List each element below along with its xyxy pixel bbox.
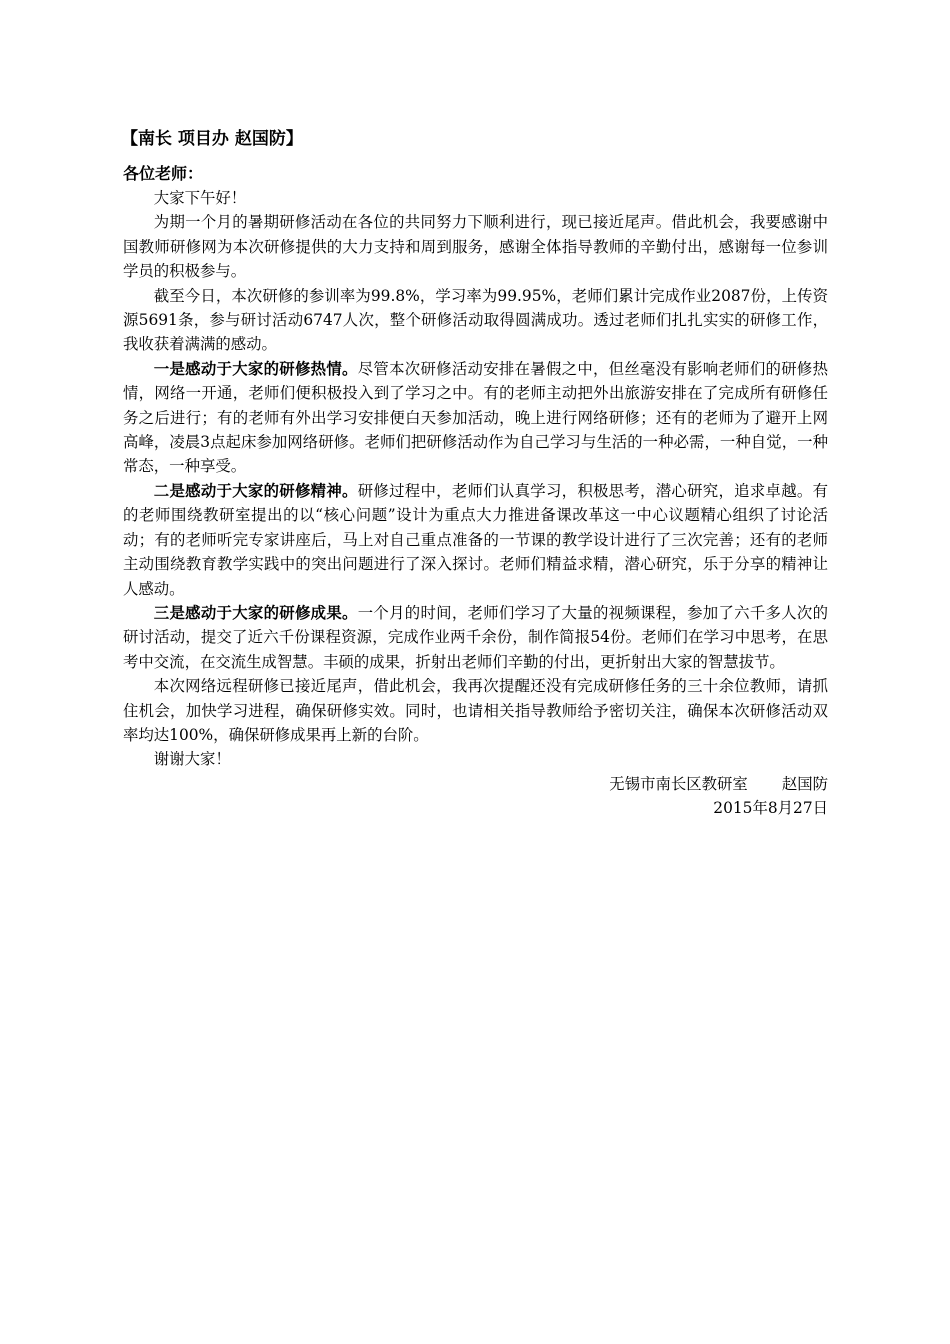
paragraph-spirit <box>123 479 828 601</box>
paragraph-lead: 三是感动于大家的研修成果。 <box>153 603 358 622</box>
closing: 谢谢大家！ <box>153 750 231 769</box>
paragraph-results <box>123 601 828 674</box>
letter-page <box>123 126 828 821</box>
paragraph-lead: 一是感动于大家的研修热情。 <box>153 359 358 378</box>
paragraph-thanks <box>123 210 828 283</box>
document-title: 【南长 项目办 赵国防】 <box>121 129 303 149</box>
paragraph-reminder <box>123 674 828 747</box>
paragraph-text: 尽管本次研修活动安排在暑假之中，但丝毫没有影响老师们的研修热情，网络一开通，老师们便积极投入到了学习之中。有的老师主动把外出旅游安排在了完成所有研修任务之后进行；有的老师有外出学习安排便白天参加活动，晚上进行网络研修；还有的老师为了避开上网高峰，凌晨3点起床参加网络研修。老师们把研修活动作为自己学习与生活的一种必需，一种自觉，一种常态，一种享受。 <box>123 359 828 476</box>
paragraph-text: 研修过程中，老师们认真学习，积极思考，潜心研究，追求卓越。有的老师围绕教研室提出的以“核心问题”设计为重点大力推进备课改革这一中心议题精心组织了讨论活动；有的老师听完专家讲座后，马上对自己重点准备的一节课的教学设计进行了三次完善；还有的老师主动围绕教育教学实践中的突出问题进行了深入探讨。老师们精益求精，潜心研究，乐于分享的精神让人感动。 <box>123 481 828 598</box>
paragraph-text: 本次网络远程研修已接近尾声，借此机会，我再次提醒还没有完成研修任务的三十余位教师，请抓住机会，加快学习进程，确保研修实效。同时，也请相关指导教师给予密切关注，确保本次研修活动双率均达100%，确保研修成果再上新的台阶。 <box>123 677 828 744</box>
letter-date: 2015年8月27日 <box>713 799 828 818</box>
paragraph-text: 一个月的时间，老师们学习了大量的视频课程，参加了六千多人次的研讨活动，提交了近六千份课程资源，完成作业两千余份，制作简报54份。老师们在学习中思考，在思考中交流，在交流生成智慧。丰硕的成果，折射出老师们辛勤的付出，更折射出大家的智慧拔节。 <box>123 603 828 671</box>
salutation: 各位老师： <box>123 164 204 183</box>
paragraph-text: 截至今日，本次研修的参训率为99.8%，学习率为99.95%，老师们累计完成作业2087份，上传资源5691条，参与研讨活动6747人次，整个研修活动取得圆满成功。透过老师们扎扎实实的研修工作，我收获着满满的感动。 <box>123 286 828 354</box>
greeting: 大家下午好！ <box>153 189 247 207</box>
paragraph-statistics <box>123 284 828 357</box>
paragraph-text: 为期一个月的暑期研修活动在各位的共同努力下顺利进行，现已接近尾声。借此机会，我要感谢中国教师研修网为本次研修提供的大力支持和周到服务，感谢全体指导教师的辛勤付出，感谢每一位参训学员的积极参与。 <box>123 213 828 281</box>
paragraph-lead: 二是感动于大家的研修精神。 <box>153 481 358 500</box>
signature-line <box>123 772 828 796</box>
paragraph-enthusiasm <box>123 357 828 479</box>
signature-name: 赵国防 <box>781 774 828 793</box>
signature-org: 无锡市南长区教研室 <box>609 774 748 793</box>
